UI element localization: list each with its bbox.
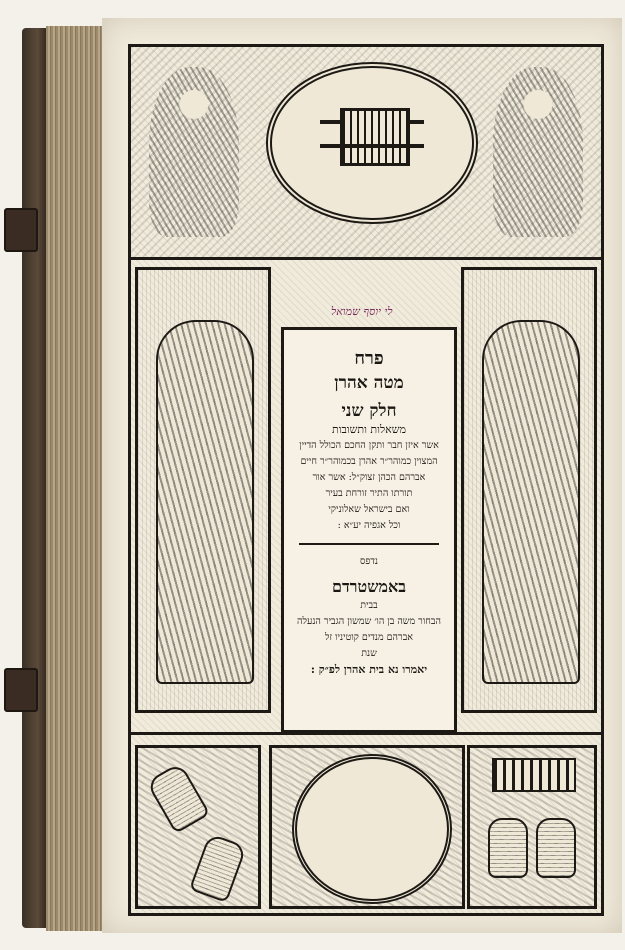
right-niche	[461, 267, 597, 713]
printer-line-2: אברהם מנדים קוטיניו זל	[325, 632, 413, 643]
author-line-3: אברהם הכהן זצוק״ל: אשר אור	[312, 472, 426, 483]
blessing-hand-right-icon	[536, 818, 576, 878]
ark-of-covenant	[340, 108, 410, 166]
subtitle: משאלות ותשובות	[331, 423, 407, 436]
year-label: שנת	[361, 648, 377, 659]
author-line-2: המצוין כמוהר״ר אהרן בכמוהר״ר חיים	[300, 456, 438, 467]
book	[22, 18, 620, 938]
author-line-1: אשר איזן חבר ותקן החכם הכולל הדיין	[299, 440, 439, 451]
hands-washing-panel	[135, 745, 261, 909]
sinai-panel	[269, 745, 465, 909]
printed-label: נדפס	[359, 556, 379, 567]
left-niche	[135, 267, 271, 713]
washing-hand-icon	[189, 833, 247, 903]
high-priest-figure	[156, 320, 254, 684]
city-name: באמשטרדם	[332, 577, 406, 596]
author-line-4: תורתו התיר זורחת בעיר	[325, 488, 413, 499]
angel-left	[149, 67, 239, 237]
house-label: בבית	[360, 600, 378, 611]
title-text-panel	[281, 327, 457, 733]
bottom-engraving	[131, 732, 601, 913]
book-spine	[22, 28, 48, 928]
handwritten-note: לי יוסף שמואל	[331, 305, 393, 318]
part-label: חלק שני	[341, 401, 397, 421]
year-chronogram: יאמרו נא בית אהרן לפ״ק :	[310, 663, 428, 676]
top-engraving	[131, 47, 601, 260]
title-line: פרח	[354, 348, 384, 369]
divider-rule	[299, 543, 439, 545]
engraved-frame	[128, 44, 604, 916]
page-edges	[46, 26, 104, 931]
author-line-6: וכל אגפיה יע״א :	[337, 520, 401, 531]
priestly-hands-panel	[467, 745, 597, 909]
author-line-5: ואם בישראל שאלוניקי	[328, 504, 410, 515]
clasp-top	[4, 208, 38, 252]
crown-icon	[492, 758, 576, 792]
title-page	[102, 18, 622, 933]
printer-line-1: הבחור משה בן הו׳ שמשון הגביר הנעלה	[297, 616, 441, 627]
pouring-hand-icon	[146, 762, 211, 834]
ark-pole-bottom	[320, 144, 424, 148]
angel-right	[493, 67, 583, 237]
book-name: מטה אהרן	[334, 373, 404, 393]
moses-figure	[482, 320, 580, 684]
moses-tablets-medallion	[292, 754, 452, 904]
blessing-hand-left-icon	[488, 818, 528, 878]
clasp-bottom	[4, 668, 38, 712]
ark-medallion	[266, 62, 478, 224]
